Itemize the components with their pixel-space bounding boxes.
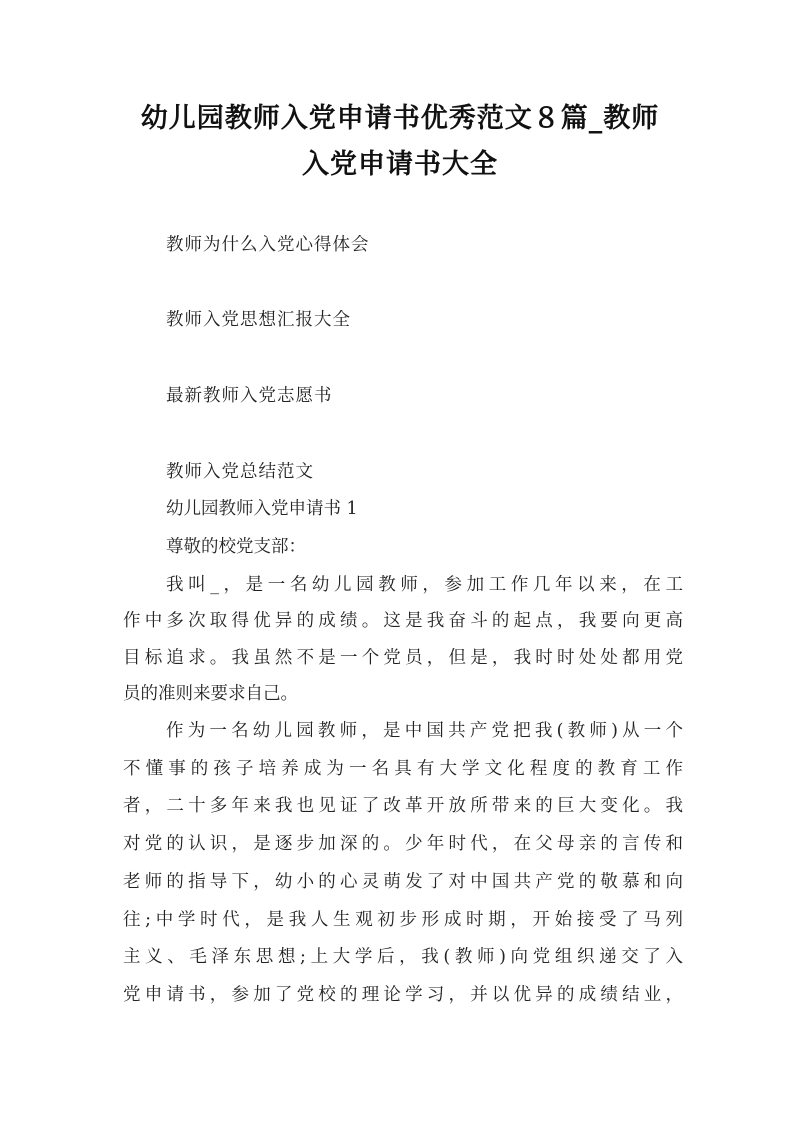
- paragraph-2-line-2: 不懂事的孩子培养成为一名具有大学文化程度的教育工作: [123, 759, 683, 779]
- paragraph-2-line-4: 对党的认识，是逐步加深的。少年时代，在父母亲的言传和: [123, 834, 683, 854]
- related-link-1[interactable]: 教师为什么入党心得体会: [166, 235, 370, 255]
- related-link-3[interactable]: 最新教师入党志愿书: [166, 386, 333, 406]
- paragraph-2-line-6: 往;中学时代，是我人生观初步形成时期，开始接受了马列: [123, 910, 683, 930]
- section-heading: 幼儿园教师入党申请书 1: [166, 499, 358, 519]
- paragraph-1-line-3: 目标追求。我虽然不是一个党员，但是，我时时处处都用党: [123, 648, 683, 668]
- paragraph-1-line-2: 作中多次取得优异的成绩。这是我奋斗的起点，我要向更高: [123, 611, 683, 631]
- salutation: 尊敬的校党支部：: [166, 537, 306, 557]
- paragraph-2-line-1: 作为一名幼儿园教师，是中国共产党把我(教师)从一个: [166, 721, 683, 741]
- related-link-4[interactable]: 教师入党总结范文: [166, 462, 314, 482]
- related-link-2[interactable]: 教师入党思想汇报大全: [166, 310, 351, 330]
- document-title: [100, 96, 700, 188]
- title-line-2: 入党申请书大全: [302, 149, 498, 180]
- title-line-1: 幼儿园教师入党申请书优秀范文８篇_教师: [140, 103, 660, 134]
- paragraph-2-line-3: 者，二十多年来我也见证了改革开放所带来的巨大变化。我: [123, 796, 683, 816]
- paragraph-1-line-1: 我叫_，是一名幼儿园教师，参加工作几年以来，在工: [166, 575, 683, 595]
- paragraph-2-line-5: 老师的指导下，幼小的心灵萌发了对中国共产党的敬慕和向: [123, 872, 683, 892]
- paragraph-2-line-8: 党申请书，参加了党校的理论学习，并以优异的成绩结业，: [123, 985, 683, 1005]
- paragraph-2-line-7: 主义、毛泽东思想;上大学后，我(教师)向党组织递交了入: [123, 947, 683, 967]
- paragraph-1-line-4: 员的准则来要求自己。: [123, 684, 298, 704]
